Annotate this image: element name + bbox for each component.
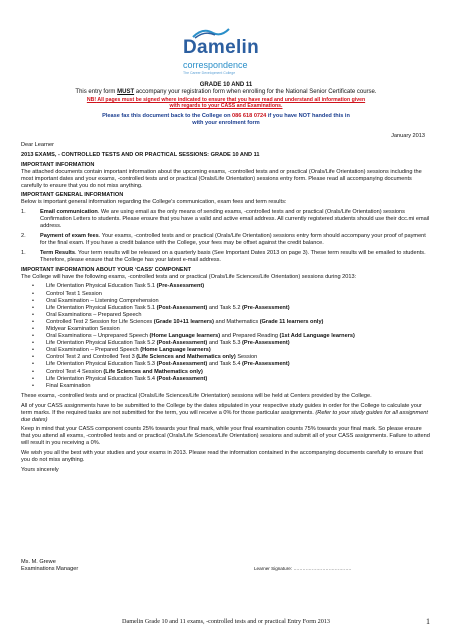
cass-list-item: • Life Orientation Physical Education Task 5.3 (Post-Assessment) and Task 5.4 (Pre-Assessment) xyxy=(32,361,290,368)
list-item: 2. Payment of exam fees. Your exams, -controlled tests and or practical (Orals/Life Orientation) sessions entry form should accompany your proof of payment for the final exam. If you have a credit balance with the College, your fees may be offset against the credit balance. xyxy=(21,232,426,246)
bullet-icon: • xyxy=(32,297,34,304)
assignments-paragraph: All of your CASS assignments have to be submitted to the College by the dates stipulated in your respective study guides in order for the College to calculate your term marks. If the required tasks are not submitted for the term, you will receive a 0% for those particular assignments. (Refer to your study guides for all assignment due dates) xyxy=(21,402,428,423)
subject-heading: 2013 EXAMS, - CONTROLLED TESTS AND OR PRACTICAL SESSIONS: GRADE 10 AND 11 xyxy=(21,151,260,158)
cass-list-item: • Final Examination xyxy=(32,382,91,389)
cass-list xyxy=(21,283,432,389)
page-title: GRADE 10 AND 11 xyxy=(199,82,253,88)
learner-signature-line: Learner Signature: ……………………………….. xyxy=(254,566,352,571)
logo-wordmark: Damelin xyxy=(183,37,260,58)
cass-list-item: • Life Orientation Physical Education Task 5.1 (Post-Assessment) and Task 5.2 (Pre-Assessment) xyxy=(32,304,290,311)
cass-list-item: • Control Test 4 Session (Life Sciences and Mathematics only) xyxy=(32,368,203,375)
info-paragraph: The attached documents contain important information about the upcoming exams, -controlled tests and or practical (Orals/Life Orientation) sessions including the most important dates and your exams, -controlled tests and or practical (Orals/Life Orientation) sessions entry form. Please read all accompanying documents carefully to ensure that you do not miss anything. xyxy=(21,168,422,189)
cass-list-item: • Control Test 2 and Controlled Test 3 (Life Sciences and Mathematics only) Session xyxy=(32,354,258,361)
bullet-icon: • xyxy=(32,290,34,297)
general-heading: IMPORTANT GENERAL INFORMATION xyxy=(21,192,124,199)
cass-list-item: • Oral Examination – Listening Comprehension xyxy=(32,297,159,304)
bullet-icon: • xyxy=(32,354,34,361)
signer-name: Ms. M. Grewe xyxy=(21,559,56,565)
fax-number: 086 618 0724 xyxy=(232,113,267,119)
logo-tagline: The Career Development College xyxy=(183,71,236,75)
bullet-icon: • xyxy=(32,340,34,347)
logo-subtitle: correspondence xyxy=(183,60,248,70)
damelin-logo xyxy=(183,27,269,83)
cass-list-item: • Oral Examinations – Prepared Speech xyxy=(32,311,142,318)
cass-list-item: • Oral Examination – Prepared Speech (Home Language learners) xyxy=(32,347,211,354)
bullet-icon: • xyxy=(32,347,34,354)
bullet-icon: • xyxy=(32,325,34,332)
cass-list-item: • Midyear Examination Session xyxy=(32,325,120,332)
cass-intro: The College will have the following exams, -controlled tests and or practical (Orals/Life Sciences/Life Orientation) sessions during 2013: xyxy=(21,273,357,280)
cass-heading: IMPORTANT INFORMATION ABOUT YOUR ‘CASS’ COMPONENT xyxy=(21,266,192,273)
closing: Yours sincerely xyxy=(21,466,59,473)
page-footer: Damelin Grade 10 and 11 exams, -controlled tests and or practical Entry Form 2013 xyxy=(121,618,331,625)
bullet-icon: • xyxy=(32,368,34,375)
cass-list-item: • Oral Examinations – Unprepared Speech (Home Language learners) and Prepared Reading (1st Add Language learners) xyxy=(32,333,355,340)
general-list xyxy=(21,209,432,263)
list-item: 1. Term Results. Your term results will be released on a quarterly basis (See Important Dates 2013 on page 3). These term results will be emailed to students. Therefore, please ensure that the College has your latest e-mail address. xyxy=(21,249,426,263)
cass-list-item: • Life Orientation Physical Education Task 5.2 (Post-Assessment) and Task 5.3 (Pre-Assessment) xyxy=(32,340,290,347)
closing-paragraph: We wish you all the best with your studies and your exams in 2013. Please read the information contained in the accompanying documents carefully to ensure that you do not miss anything. xyxy=(21,450,423,464)
page-number: 1 xyxy=(426,617,430,626)
weighting-paragraph: Keep in mind that your CASS component counts 25% towards your final mark, while your final examination counts 75% towards your final mark. So please ensure that you attend all exams, -controlled tests and or practical (Orals/Life Sciences/Life Orientation) sessions and submit all of your CASS assignments. Failure to attend will result in you receiving a 0%. xyxy=(21,426,430,447)
list-item: 1. Email communication. We are using email as the only means of sending exams, -controlled tests and or practical (Orals/Life Orientation) sessions Confirmation Letters to students. Please ensure that you have a valid and active email address. All currently registered students should use their dcc.mi email address. xyxy=(21,209,430,230)
cass-list-item: • Life Orientation Physical Education Task 5.1 (Pre-Assessment) xyxy=(32,283,205,290)
greeting: Dear Learner xyxy=(21,142,54,148)
signer-block xyxy=(21,559,78,573)
bullet-icon: • xyxy=(32,375,34,382)
info-heading: IMPORTANT INFORMATION xyxy=(21,161,95,168)
general-intro: Below is important general information regarding the College’s communication, exam fees and term results: xyxy=(21,199,287,206)
bullet-icon: • xyxy=(32,304,34,311)
cass-list-item: • Controlled Test 2 Session for Life Sciences (Grade 10+11 learners) and Mathematics (Grade 11 learners only) xyxy=(32,318,324,325)
venue-paragraph: These exams, -controlled tests and or practical (Orals/Life Sciences/Life Orientation) sessions will be held at Centers provided by the College. xyxy=(21,392,372,399)
bullet-icon: • xyxy=(32,382,34,389)
page-subtitle: This entry form MUST accompany your registration form when enrolling for the National Senior Certificate course. xyxy=(75,89,377,95)
fax-instruction: Please fax this document back to the College on 086 618 0724 if you have NOT handed this in with your enrolment form xyxy=(102,113,350,126)
bullet-icon: • xyxy=(32,311,34,318)
bullet-icon: • xyxy=(32,361,34,368)
bullet-icon: • xyxy=(32,283,34,290)
letter-date: January 2013 xyxy=(391,133,425,139)
letter-body xyxy=(21,142,432,477)
signer-title: Examinations Manager xyxy=(21,565,79,572)
bullet-icon: • xyxy=(32,333,34,340)
cass-list-item: • Life Orientation Physical Education Task 5.4 (Post-Assessment) xyxy=(32,375,208,382)
signature-warning: NB! All pages must be signed where indicated to ensure that you have read and understand all information given with regards to your CASS and Examinations. xyxy=(86,97,366,110)
bullet-icon: • xyxy=(32,318,34,325)
cass-list-item: • Control Test 1 Session xyxy=(32,290,102,297)
